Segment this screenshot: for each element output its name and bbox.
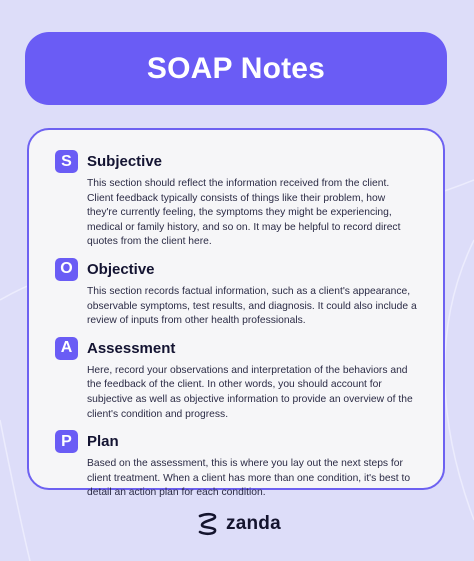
letter-badge: S [55,150,78,173]
section-title: Assessment [87,339,176,357]
section-assessment [55,337,423,422]
page-title: SOAP Notes [146,51,326,85]
section-objective [55,258,423,329]
section-header [55,430,423,453]
section-title: Objective [87,260,155,278]
section-header [55,337,423,360]
section-subjective [55,150,423,250]
section-body: This section records factual information, such as a client's appearance, observable symptoms, test results, and diagnosis. It could also include a review of inputs from other health professionals. [87,285,417,327]
section-body: Here, record your observations and interpretation of the behaviors and the feedback of the client. In other words, you should account for subjective as well as objective information to provide an overview of the client's condition and progress. [87,364,413,420]
section-header [55,150,423,173]
section-header [55,258,423,281]
section-body: This section should reflect the information received from the client. Client feedback typically consists of things like their problem, how they're currently feeling, the symptoms they might be experiencing, medical or family history, and so on. It may be helpful to record direct quotes from the client here. [87,178,401,248]
title-banner [25,32,447,105]
section-title: Plan [87,433,119,451]
letter-badge: A [55,337,78,360]
brand-name: zanda [226,513,281,534]
brand-logo [195,510,281,538]
soap-card [27,128,445,499]
zanda-logo-icon [195,511,221,537]
letter-badge: O [55,258,78,281]
letter-badge: P [55,430,78,453]
section-plan [55,430,423,501]
section-title: Subjective [87,153,163,170]
section-body: Based on the assessment, this is where you lay out the next steps for client treatment. When a client has more than one condition, it's best to detail an action plan for each condition. [87,458,411,499]
